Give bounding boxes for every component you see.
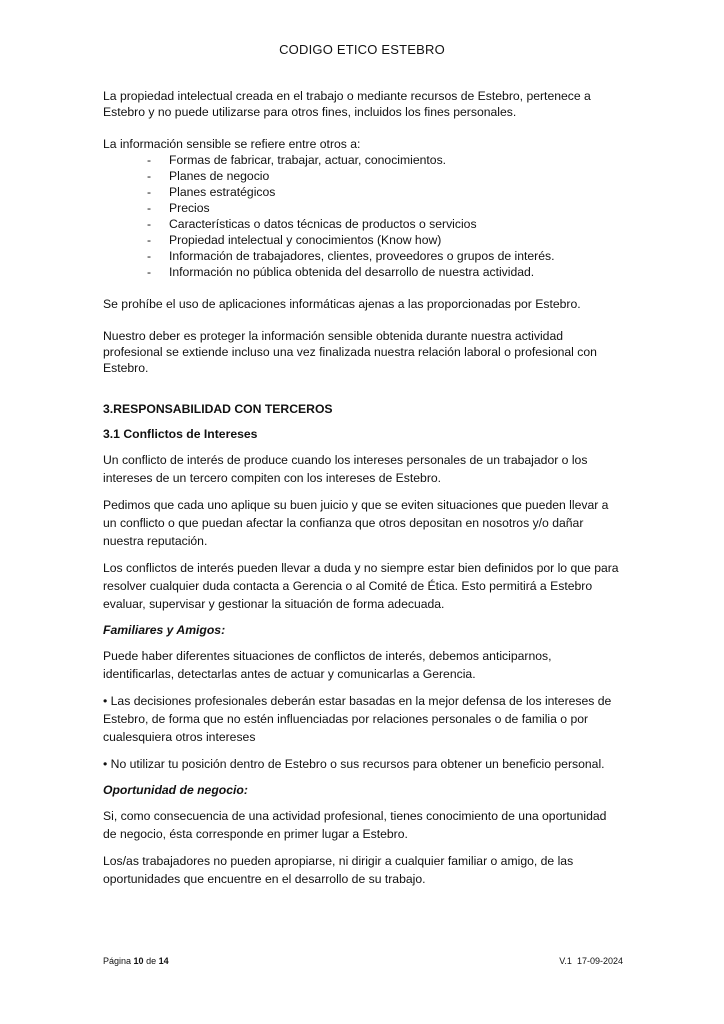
paragraph-appropriation: Los/as trabajadores no pueden apropiarse, ni dirigir a cualquier familiar o amigo, de las oportunidades que encuentre en el desarrollo de su trabajo. [103, 854, 574, 886]
version-label: V.1 [559, 956, 572, 966]
list-marker: - [147, 265, 152, 279]
list-marker: - [147, 249, 152, 263]
list-item: - Planes estratégicos [147, 185, 276, 199]
list-marker: - [147, 233, 152, 247]
list-marker: - [147, 153, 152, 167]
paragraph-bullet-decisions: • Las decisiones profesionales deberán estar basadas en la mejor defensa de los intereses de Estebro, de forma que no estén influenciadas por relaciones personales o de familia o por cualesquiera otros intereses [103, 694, 612, 744]
document-header-title: CODIGO ETICO ESTEBRO [279, 42, 445, 57]
subheading-business-opportunity: Oportunidad de negocio: [103, 783, 248, 797]
list-item: - Información de trabajadores, clientes, proveedores o grupos de interés. [147, 249, 555, 263]
paragraph-intellectual-property: La propiedad intelectual creada en el trabajo o mediante recursos de Estebro, pertenece a Estebro y no puede utilizarse para otros fines, incluidos los fines personales. [103, 89, 591, 119]
subsection-heading: 3.1 Conflictos de Intereses [103, 427, 258, 441]
list-item: - Formas de fabricar, trabajar, actuar, conocimientos. [147, 153, 447, 167]
section-heading: 3.RESPONSABILIDAD CON TERCEROS [103, 402, 333, 416]
version-date [559, 956, 623, 966]
list-marker: - [147, 169, 152, 183]
list-item: - Planes de negocio [147, 169, 270, 183]
list-marker: - [147, 201, 152, 215]
page-number: 10 [133, 956, 144, 966]
list-item: - Propiedad intelectual y conocimientos (Know how) [147, 233, 442, 247]
list-marker: - [147, 217, 152, 231]
paragraph-opportunity: Si, como consecuencia de una actividad profesional, tienes conocimiento de una oportunidad de negocio, ésta corresponde en primer lugar a Estebro. [103, 809, 607, 841]
paragraph-anticipate: Puede haber diferentes situaciones de conflictos de interés, debemos anticiparnos, identificarlas, detectarlas antes de actuar y comunicarlas a Gerencia. [103, 649, 552, 681]
paragraph-bullet-position: • No utilizar tu posición dentro de Estebro o sus recursos para obtener un beneficio personal. [103, 757, 605, 771]
list-item: - Precios [147, 201, 210, 215]
subheading-family-friends: Familiares y Amigos: [103, 623, 226, 637]
paragraph-apps-prohibition: Se prohíbe el uso de aplicaciones informáticas ajenas a las proporcionadas por Estebro. [103, 297, 581, 311]
list-marker: - [147, 185, 152, 199]
list-item: - Características o datos técnicas de productos o servicios [147, 217, 477, 231]
page-indicator: Página 10 de 14 [103, 956, 169, 966]
paragraph-good-judgement: Pedimos que cada uno aplique su buen juicio y que se eviten situaciones que pueden llevar a un conflicto o que puedan afectar la confianza que otros depositan en nosotros y/o dañar nuestra reputación. [103, 498, 609, 548]
page-total: 14 [158, 956, 169, 966]
document-body [103, 88, 623, 888]
paragraph-sensitive-info-intro: La información sensible se refiere entre otros a: [103, 137, 361, 151]
paragraph-protect-info: Nuestro deber es proteger la información sensible obtenida durante nuestra actividad profesional se extiende incluso una vez finalizada nuestra relación laboral o profesional con Estebro. [103, 329, 597, 375]
date-label: 17-09-2024 [576, 956, 623, 966]
sensitive-info-list [103, 152, 623, 280]
list-item: - Información no pública obtenida del desarrollo de nuestra actividad. [147, 265, 535, 279]
paragraph-resolve-doubts: Los conflictos de interés pueden llevar a duda y no siempre estar bien definidos por lo que para resolver cualquier duda contacta a Gerencia o al Comité de Ética. Esto permitirá a Estebro evaluar, supervisar y gestionar la situación de forma adecuada. [103, 561, 619, 611]
paragraph-conflict-definition: Un conflicto de interés de produce cuando los intereses personales de un trabajador o los intereses de un tercero compiten con los intereses de Estebro. [103, 453, 588, 485]
